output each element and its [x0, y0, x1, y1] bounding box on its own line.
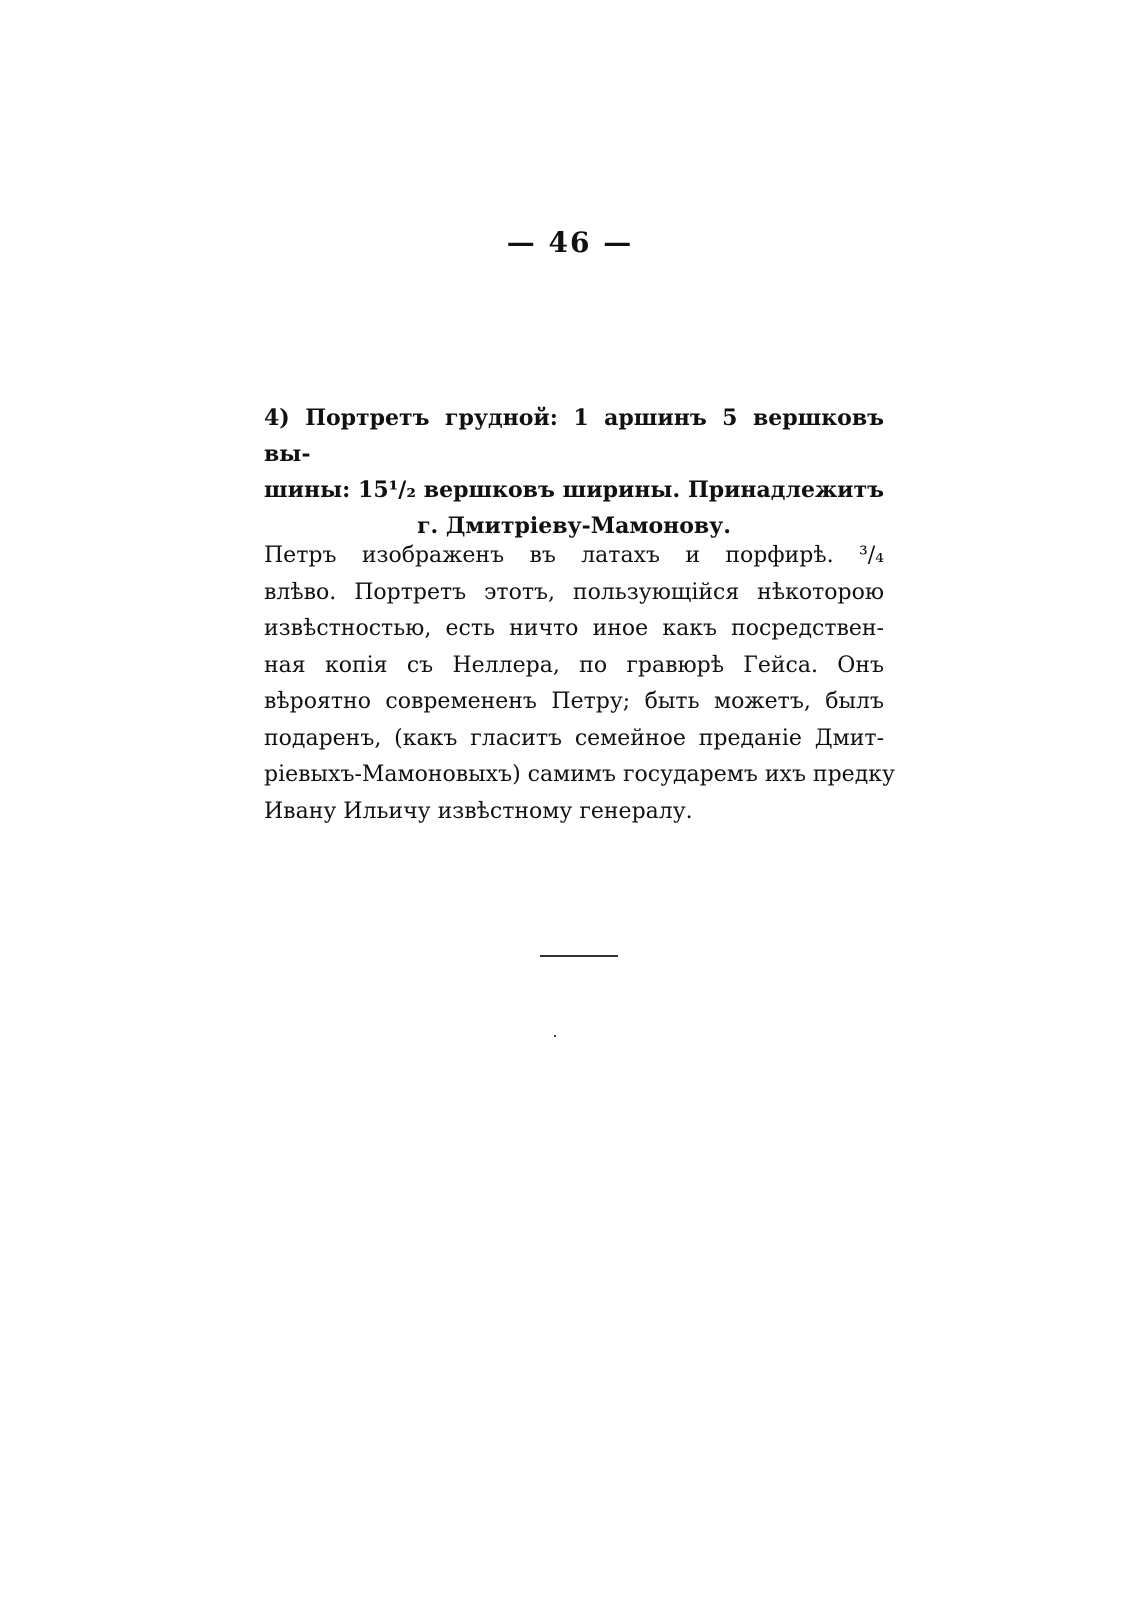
body-line: извѣстностью, есть ничто иное какъ посредствен- [264, 616, 884, 641]
section-divider [540, 955, 618, 957]
body-line: подаренъ, (какъ гласитъ семейное преданіе Дмит- [264, 725, 884, 751]
heading-line: шины: 15¹/₂ вершковъ ширины. Принадлежитъ [264, 477, 884, 503]
body-line: Ивану Ильичу извѣстному генералу. [264, 798, 693, 824]
page-number: — 46 — [506, 226, 634, 259]
heading-line: г. Дмитріеву-Мамонову. [417, 513, 731, 539]
body-line: ная копія съ Неллера, по гравюрѣ Гейса. Онъ [264, 652, 884, 678]
entry-heading [264, 400, 884, 544]
print-speck [554, 1035, 556, 1037]
body-line: Петръ изображенъ въ латахъ и порфирѣ. ³/₄ [264, 543, 884, 568]
body-line: ріевыхъ-Мамоновыхъ) самимъ государемъ ихъ предку [264, 762, 895, 787]
body-line: вѣроятно современенъ Петру; быть можетъ, былъ [264, 689, 884, 714]
heading-line: 4) Портретъ грудной: 1 аршинъ 5 вершковъ вы- [264, 405, 884, 467]
body-line: влѣво. Портретъ этотъ, пользующійся нѣкоторою [264, 579, 884, 605]
entry-body [264, 538, 895, 830]
